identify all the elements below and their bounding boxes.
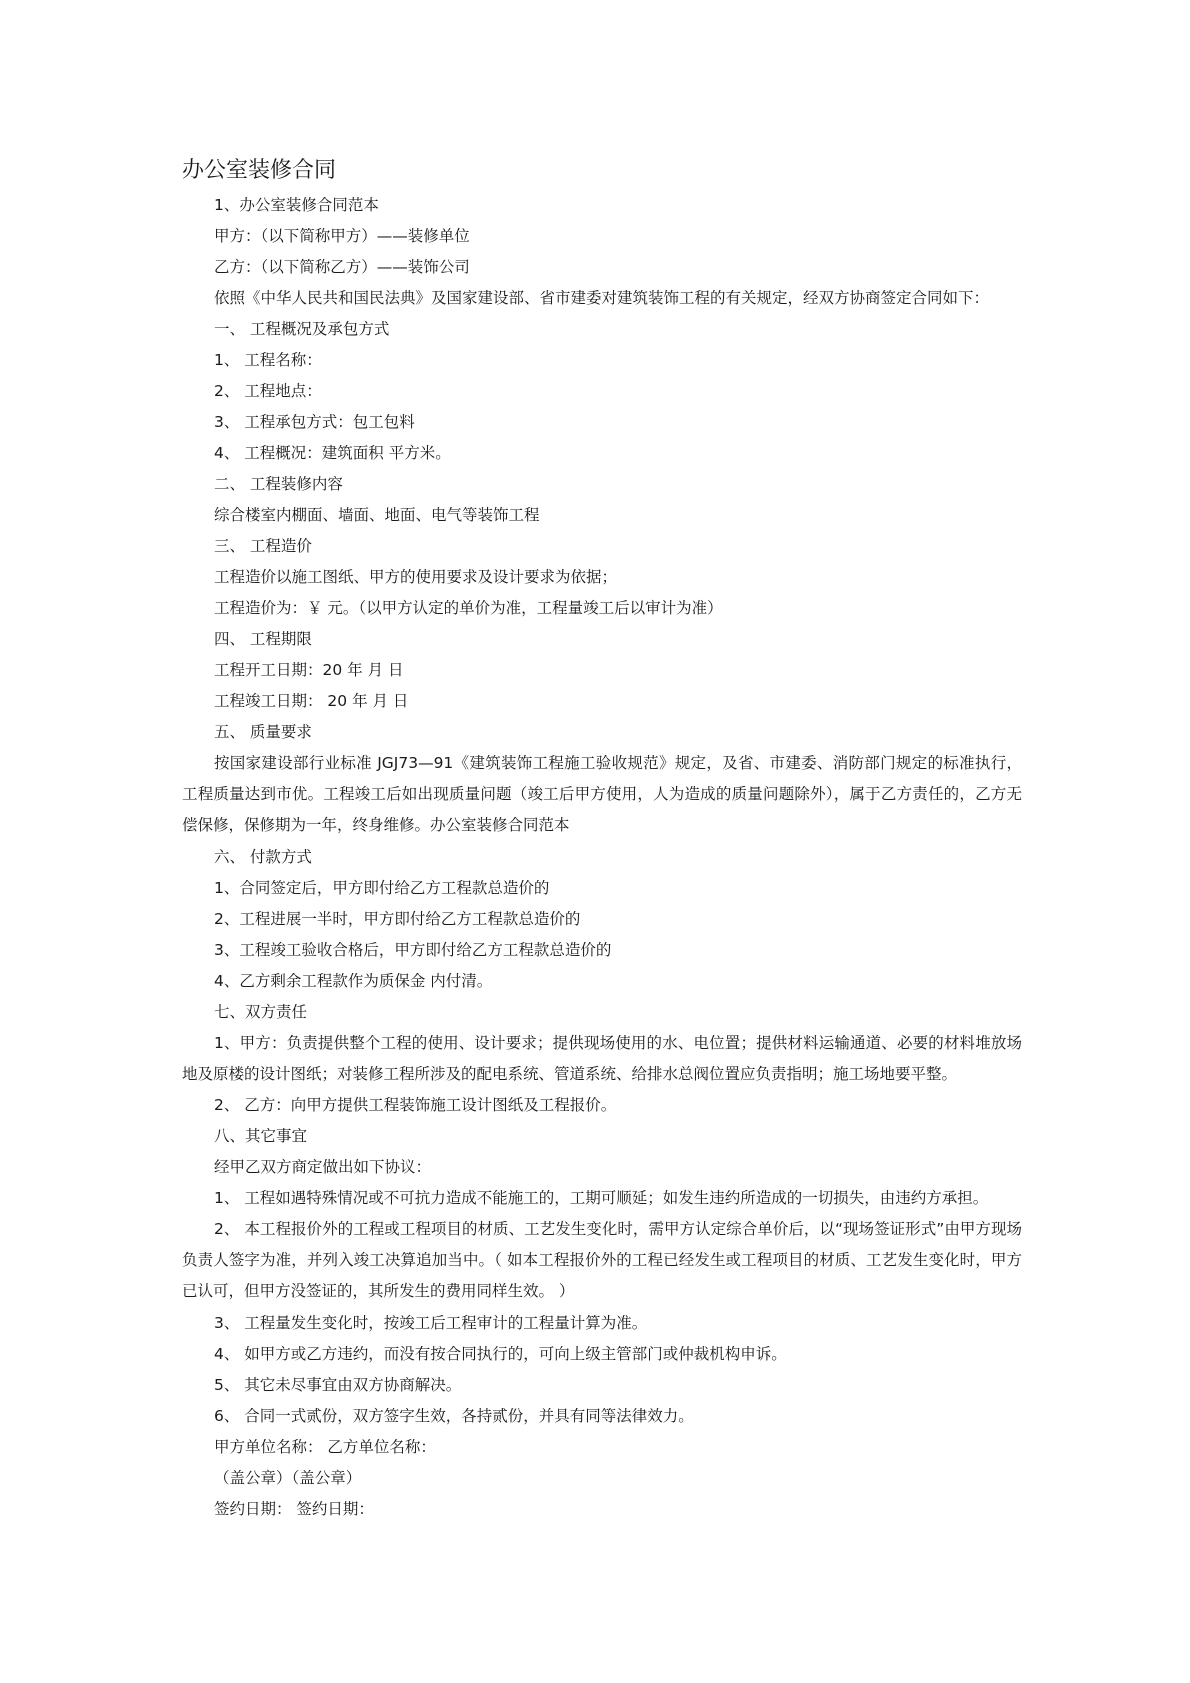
paragraph: 工程造价为：￥ 元。（以甲方认定的单价为准，工程量竣工后以审计为准） (214, 599, 723, 617)
completion-date-line: 工程竣工日期： 20 年 月 日 (214, 692, 409, 710)
section-heading: 一、 工程概况及承包方式 (214, 320, 390, 338)
signature-dates: 签约日期： 签约日期： (214, 1499, 374, 1518)
list-item: 3、工程竣工验收合格后，甲方即付给乙方工程款总造价的 (214, 940, 612, 959)
list-item: 2、 乙方：向甲方提供工程装饰施工设计图纸及工程报价。 (214, 1096, 617, 1115)
list-item: 5、 其它未尽事宜由双方协商解决。 (214, 1375, 462, 1394)
list-item: 3、 工程量发生变化时，按竣工后工程审计的工程量计算为准。 (214, 1313, 648, 1332)
party-a-line: 甲方：（以下简称甲方）——装修单位 (214, 227, 470, 245)
paragraph: 综合楼室内棚面、墙面、地面、电气等装饰工程 (214, 506, 540, 524)
list-item: 2、 工程地点： (214, 382, 322, 400)
list-item: 4、 如甲方或乙方违约，而没有按合同执行的，可向上级主管部门或仲裁机构申诉。 (214, 1344, 787, 1363)
party-b-line: 乙方：（以下简称乙方）——装饰公司 (214, 258, 470, 276)
section-heading: 四、 工程期限 (214, 630, 312, 648)
list-item: 1、 工程名称： (214, 351, 322, 369)
section-heading: 五、 质量要求 (214, 723, 312, 741)
list-item: 4、 工程概况：建筑面积 平方米。 (214, 444, 451, 462)
section-heading: 八、其它事宜 (214, 1127, 308, 1146)
document-body (182, 190, 1022, 1525)
section-heading: 六、 付款方式 (214, 847, 312, 866)
party-a-responsibility-paragraph: 1、甲方：负责提供整个工程的使用、设计要求；提供现场使用的水、电位置；提供材料运输通道、必要的材料堆放场地及原楼的设计图纸；对装修工程所涉及的配电系统、管道系统、给排水总阀位置应负责指明；施工场地要平整。 (182, 1033, 1022, 1083)
list-item: 2、工程进展一半时，甲方即付给乙方工程款总造价的 (214, 909, 581, 928)
paragraph: 工程造价以施工图纸、甲方的使用要求及设计要求为依据； (214, 568, 618, 586)
contract-sample-heading: 1、办公室装修合同范本 (214, 196, 379, 214)
section-heading: 七、双方责任 (214, 1002, 308, 1021)
quality-requirements-paragraph: 按国家建设部行业标准 JGJ73—91《建筑装饰工程施工验收规范》规定，及省、市建委、消防部门规定的标准执行，工程质量达到市优。工程竣工后如出现质量问题（竣工后甲方使用，人为造成的质量问题除外），属于乙方责任的，乙方无偿保修，保修期为一年，终身维修。办公室装修合同范本 (182, 754, 1022, 835)
list-item: 1、 工程如遇特殊情况或不可抗力造成不能施工的，工期可顺延；如发生违约所造成的一切损失，由违约方承担。 (214, 1189, 989, 1208)
signature-seals: （盖公章）（盖公章） (214, 1468, 362, 1487)
legal-basis-paragraph: 依照《中华人民共和国民法典》及国家建设部、省市建委对建筑装饰工程的有关规定，经双方协商签定合同如下： (214, 289, 990, 307)
paragraph: 经甲乙双方商定做出如下协议： (214, 1158, 432, 1177)
list-item: 3、 工程承包方式：包工包料 (214, 413, 415, 431)
list-item: 1、合同签定后，甲方即付给乙方工程款总造价的 (214, 878, 550, 897)
list-item: 4、乙方剩余工程款作为质保金 内付清。 (214, 971, 493, 990)
list-item: 6、 合同一式贰份，双方签字生效，各持贰份，并具有同等法律效力。 (214, 1406, 694, 1425)
signature-party-names: 甲方单位名称： 乙方单位名称： (214, 1437, 436, 1456)
section-heading: 三、 工程造价 (214, 537, 312, 555)
section-heading: 二、 工程装修内容 (214, 475, 343, 493)
price-change-paragraph: 2、 本工程报价外的工程或工程项目的材质、工艺发生变化时，需甲方认定综合单价后，以“现场签证形式”由甲方现场负责人签字为准，并列入竣工决算追加当中。（ 如本工程报价外的工程已经发生或工程项目的材质、工艺发生变化时，甲方已认可，但甲方没签证的，其所发生的费用同样生效。 ） (182, 1220, 1022, 1301)
document-title: 办公室装修合同 (182, 158, 337, 183)
start-date-line: 工程开工日期：20 年 月 日 (214, 661, 404, 679)
